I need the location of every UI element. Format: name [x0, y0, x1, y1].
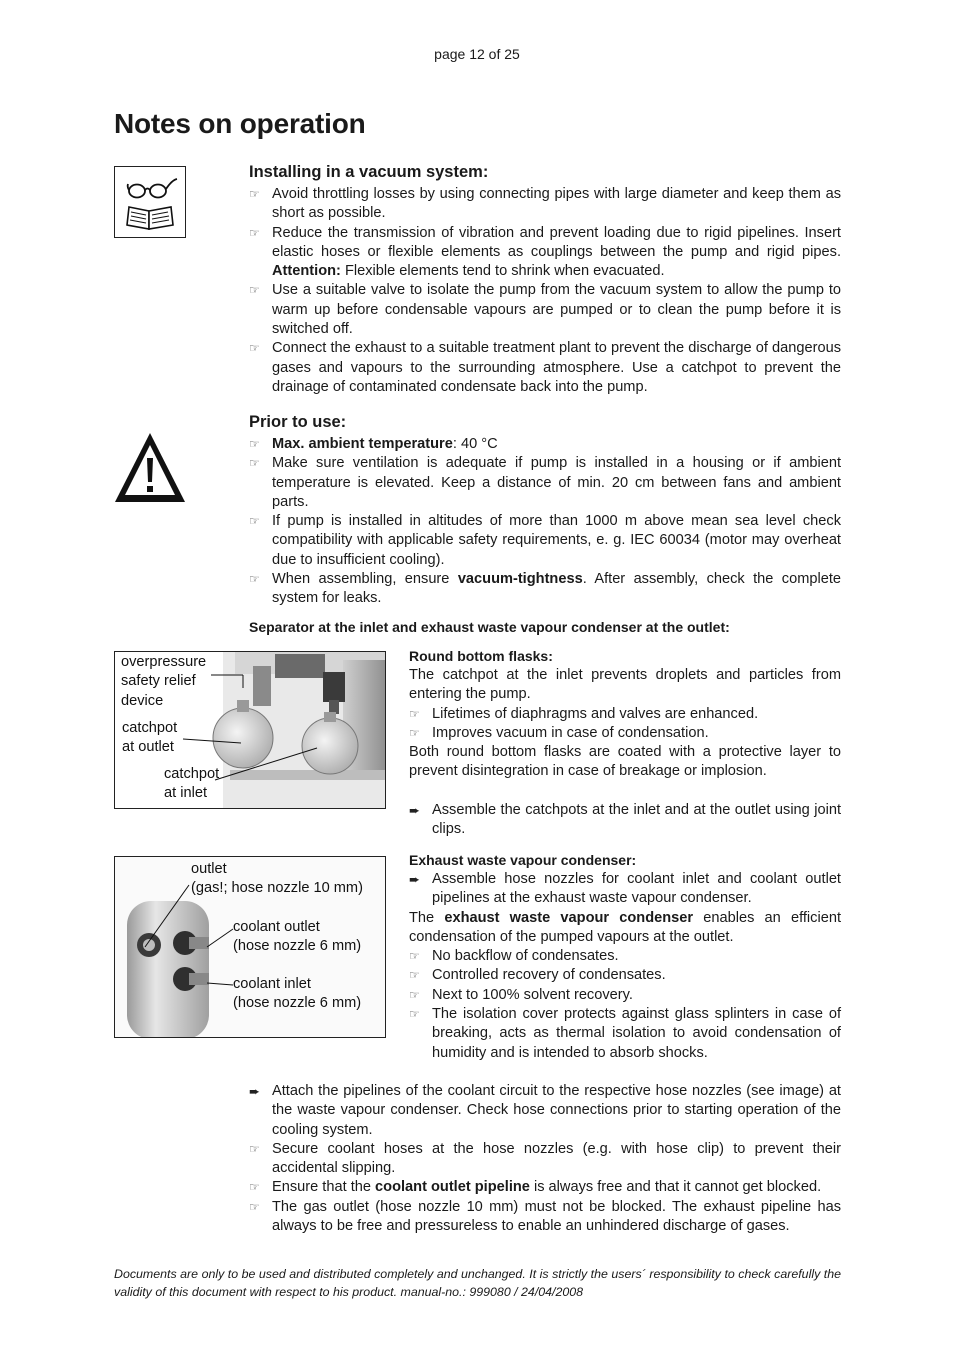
pointing-hand-icon: ☞ [249, 437, 260, 451]
footer-disclaimer: Documents are only to be used and distributed completely and unchanged. It is strictly the users´ responsibility to check carefully the validity of this document with respect to his product. manual-no.: 999080 / 24/04/2008 [114, 1267, 841, 1299]
condenser-assemble-list [409, 870, 841, 909]
list-item: ☞ Reduce the transmission of vibration and prevent loading due to rigid pipelines. Insert elastic hoses or flexible elements as couplings between the pump and rigid pipes. Attention: Flexible elements tend to shrink when evacuated. [249, 224, 841, 280]
installing-heading: Installing in a vacuum system: [249, 163, 489, 181]
pointing-hand-icon: ☞ [409, 987, 420, 1002]
warning-icon [112, 430, 188, 506]
list-item: ☞ Use a suitable valve to isolate the pump from the vacuum system to allow the pump to warm up before condensable vapours are pumped or to clean the pump before it is switched off. [249, 282, 841, 338]
pointing-hand-icon: ☞ [249, 283, 260, 298]
final-list [249, 1082, 841, 1236]
flasks-heading: Round bottom flasks: [409, 648, 553, 664]
pointing-hand-icon: ☞ [409, 706, 420, 721]
pump-catchpot-figure [114, 651, 386, 809]
installing-list [249, 185, 841, 397]
flasks-section [409, 647, 841, 839]
list-item: ☞ No backflow of condensates. [409, 947, 841, 966]
list-item: ☞ Make sure ventilation is adequate if pump is installed in a housing or if ambient temperature is elevated. Keep a distance of min. 20 cm between fans and ambient parts. [249, 455, 841, 510]
pointing-hand-icon: ☞ [249, 1180, 260, 1195]
list-item: ➨ Assemble the catchpots at the inlet and at the outlet using joint clips. [409, 801, 841, 838]
list-item: ☞ Connect the exhaust to a suitable treatment plant to prevent the discharge of dangerous gases and vapours to the surrounding atmosphere. Use a catchpot to prevent the drainage of contaminated condensate back into the pump. [249, 340, 841, 395]
condenser-section [409, 851, 841, 1063]
prior-heading: Prior to use: [249, 413, 347, 431]
pointing-hand-icon: ☞ [249, 341, 260, 356]
pointing-hand-icon: ☞ [409, 968, 420, 983]
list-item: ➨ Assemble hose nozzles for coolant inlet and coolant outlet pipelines at the exhaust waste vapour condenser. [409, 871, 841, 907]
label-catchpot-inlet: catchpot at inlet [164, 766, 220, 802]
flasks-list [409, 705, 841, 744]
list-item: ☞ The gas outlet (hose nozzle 10 mm) must not be blocked. The exhaust pipeline has always to be free and pressureless to enable an unhindered discharge of gases. [249, 1198, 841, 1235]
page-number: page 12 of 25 [434, 46, 520, 62]
condenser-description: The exhaust waste vapour condenser enables an efficient condensation of the pumped vapours at the outlet. [409, 909, 841, 945]
condenser-list [409, 947, 841, 1063]
pointing-hand-icon: ☞ [249, 225, 260, 240]
label-coolant-outlet: coolant outlet (hose nozzle 6 mm) [233, 919, 362, 955]
pointing-hand-icon: ☞ [249, 456, 260, 471]
pointing-hand-icon: ☞ [249, 1199, 260, 1214]
flasks-assemble-list [409, 801, 841, 840]
pointing-hand-icon: ☞ [409, 949, 420, 964]
list-item: ☞ Ensure that the coolant outlet pipeline is always free and that it cannot get blocked. [249, 1178, 841, 1197]
pointing-hand-icon: ☞ [409, 725, 420, 740]
list-item: ☞ Avoid throttling losses by using connecting pipes with large diameter and keep them as short as possible. [249, 186, 841, 222]
read-manual-icon [114, 166, 186, 238]
list-item: ☞ Improves vacuum in case of condensation. [409, 724, 841, 743]
label-outlet: outlet (gas!; hose nozzle 10 mm) [191, 861, 363, 897]
list-item: ☞ The isolation cover protects against glass splinters in case of breaking, acts as thermal isolation to avoid condensation of humidity and is intended to absorb shocks. [409, 1006, 841, 1061]
flasks-coated: Both round bottom flasks are coated with a protective layer to prevent disintegration in case of breakage or implosion. [409, 744, 841, 780]
list-item: ☞ Lifetimes of diaphragms and valves are enhanced. [409, 705, 841, 724]
list-item: ➨ Attach the pipelines of the coolant circuit to the respective hose nozzles (see image) at the waste vapour condenser. Check hose connections prior to starting operation of the cooling system. [249, 1083, 841, 1138]
arrow-right-icon: ➨ [249, 1084, 260, 1099]
label-catchpot-outlet: catchpot at outlet [122, 720, 178, 756]
arrow-right-icon: ➨ [409, 872, 420, 887]
list-item: ☞ Secure coolant hoses at the hose nozzles (e.g. with hose clip) to prevent their accidental slipping. [249, 1140, 841, 1177]
label-coolant-inlet: coolant inlet (hose nozzle 6 mm) [233, 976, 362, 1012]
condenser-figure [114, 856, 386, 1038]
list-item: ☞ If pump is installed in altitudes of more than 1000 m above mean sea level check compatibility with applicable safety requirements, e. g. IEC 60034 (motor may overheat due to insufficient cooling). [249, 513, 841, 568]
attention-label: Attention: [272, 263, 341, 280]
pointing-hand-icon: ☞ [409, 1007, 420, 1022]
separator-heading: Separator at the inlet and exhaust waste vapour condenser at the outlet: [249, 619, 730, 635]
pointing-hand-icon: ☞ [249, 187, 260, 201]
list-item: ☞ Max. ambient temperature: 40 °C [249, 435, 841, 454]
pointing-hand-icon: ☞ [249, 1141, 260, 1156]
list-item: ☞ When assembling, ensure vacuum-tightness. After assembly, check the complete system for leaks. [249, 571, 841, 607]
list-item: ☞ Next to 100% solvent recovery. [409, 986, 841, 1005]
arrow-right-icon: ➨ [409, 802, 420, 818]
prior-list [249, 435, 841, 609]
label-overpressure-device: overpressure safety relief device [121, 654, 207, 709]
list-item: ☞ Controlled recovery of condensates. [409, 966, 841, 985]
flasks-intro: The catchpot at the inlet prevents droplets and particles from entering the pump. [409, 667, 841, 703]
condenser-heading: Exhaust waste vapour condenser: [409, 852, 637, 868]
pointing-hand-icon: ☞ [249, 572, 260, 587]
page-title: Notes on operation [114, 108, 366, 139]
pointing-hand-icon: ☞ [249, 514, 260, 529]
